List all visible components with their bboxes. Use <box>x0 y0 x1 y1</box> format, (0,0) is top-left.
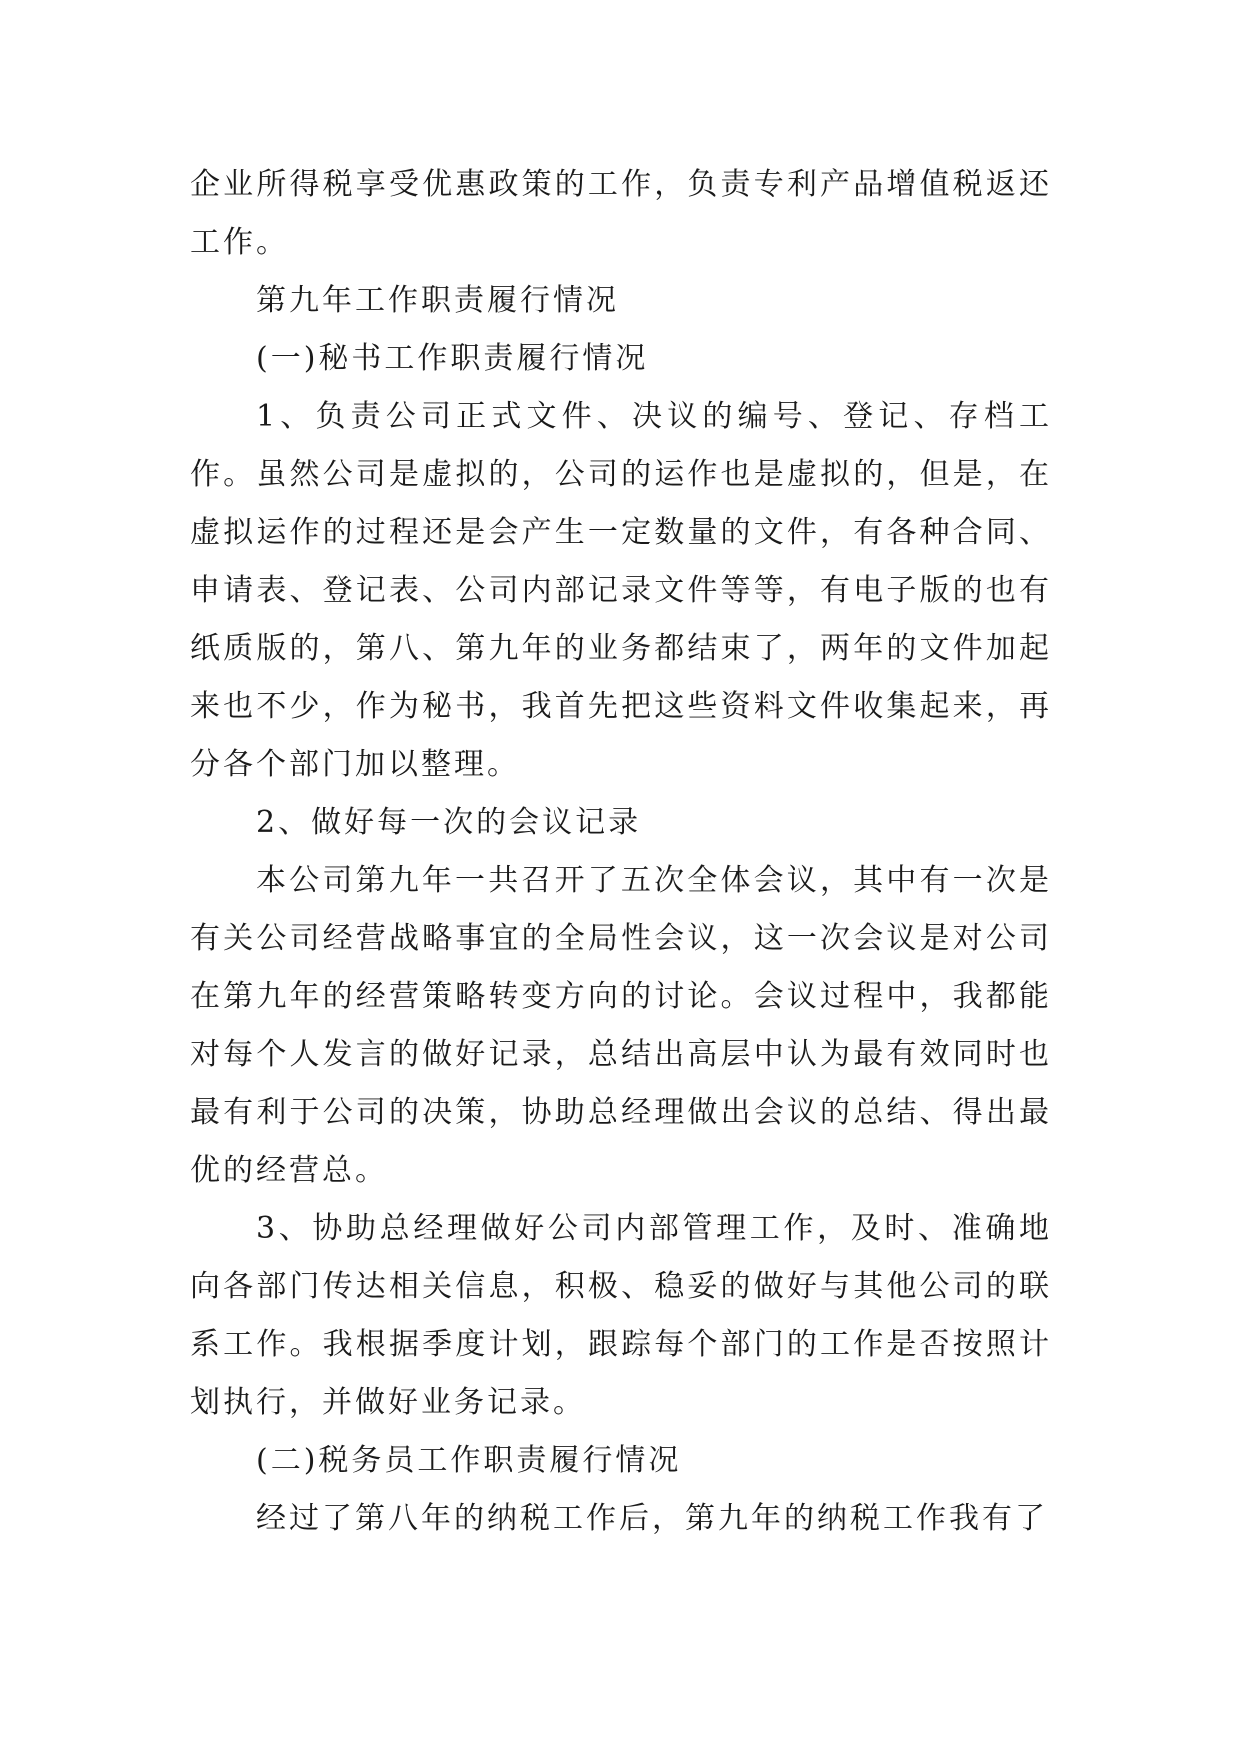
paragraph-item-1: 1、负责公司正式文件、决议的编号、登记、存档工作。虽然公司是虚拟的，公司的运作也是虚拟的，但是，在虚拟运作的过程还是会产生一定数量的文件，有各种合同、申请表、登记表、公司内部记录文件等等，有电子版的也有纸质版的，第八、第九年的业务都结束了，两年的文件加起来也不少，作为秘书，我首先把这些资料文件收集起来，再分各个部门加以整理。 <box>190 399 1052 782</box>
section-heading-year-nine: 第九年工作职责履行情况 <box>256 283 619 318</box>
paragraph-item-2-heading: 2、做好每一次的会议记录 <box>256 805 642 840</box>
paragraph-continuation: 企业所得税享受优惠政策的工作，负责专利产品增值税返还工作。 <box>190 167 1052 260</box>
subsection-heading-secretary: (一)秘书工作职责履行情况 <box>256 341 649 376</box>
paragraph-item-3: 3、协助总经理做好公司内部管理工作，及时、准确地向各部门传达相关信息，积极、稳妥的做好与其他公司的联系工作。我根据季度计划，跟踪每个部门的工作是否按照计划执行，并做好业务记录。 <box>190 1211 1052 1420</box>
paragraph-tax-work: 经过了第八年的纳税工作后，第九年的纳税工作我有了 <box>256 1501 1048 1536</box>
paragraph-meetings: 本公司第九年一共召开了五次全体会议，其中有一次是有关公司经营战略事宜的全局性会议，这一次会议是对公司在第九年的经营策略转变方向的讨论。会议过程中，我都能对每个人发言的做好记录，总结出高层中认为最有效同时也最有利于公司的决策，协助总经理做出会议的总结、得出最优的经营总。 <box>190 863 1052 1188</box>
subsection-heading-tax-clerk: (二)税务员工作职责履行情况 <box>256 1443 682 1478</box>
document-body <box>190 156 1052 1548</box>
